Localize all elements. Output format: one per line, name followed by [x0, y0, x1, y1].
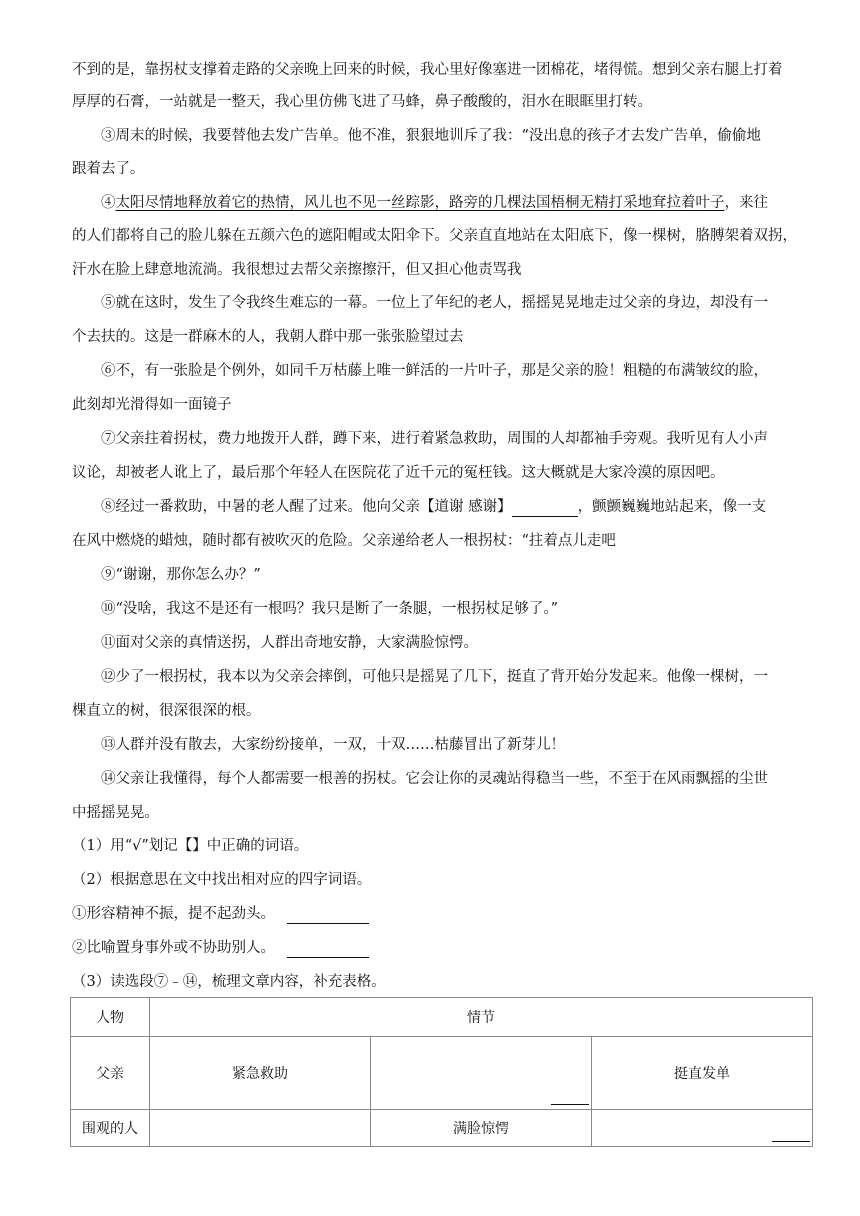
question-1: （1）用“√”划记【】中正确的词语。 [72, 838, 309, 854]
paragraph-text: 父亲拄着拐杖，费力地拨开人群，蹲下来，进行着紧急救助，周围的人却都袖手旁观。我听见有人小声 [115, 431, 768, 447]
underlined-sentence: 太阳尽情地释放着它的热情，风儿也不见一丝踪影，路旁的几棵法国梧桐无精打采地耷拉着叶子 [115, 195, 725, 211]
paragraph-number: ⑦ [101, 431, 116, 447]
paragraph-7-line-2: 议论，却被老人讹上了，最后那个年轻人在医院花了近千元的冤枉钱。这大概就是大家冷漠的原因吧。 [72, 465, 725, 481]
paragraph-number: ⑨ [101, 567, 116, 583]
paragraph-text: 父亲让我懂得，每个人都需要一根善的拐杖。它会让你的灵魂站得稳当一些，不至于在风雨飘摇的尘世 [115, 771, 768, 787]
paragraph-number: ⑬ [101, 737, 116, 753]
plot-summary-table [70, 997, 813, 1147]
table-header-row [71, 998, 813, 1037]
table-cell: 挺直发单 [592, 1037, 813, 1110]
paragraph-text: ，颤颤巍巍地站起来，像一支 [577, 499, 767, 515]
row-person: 围观的人 [71, 1110, 150, 1147]
paragraph-8-line-1 [101, 497, 766, 517]
paragraph-text: 经过一番救助，中暑的老人醒了过来。他向父亲【道谢 感谢】 [115, 499, 512, 515]
row-person: 父亲 [71, 1037, 150, 1110]
answer-blank[interactable] [287, 907, 369, 924]
question-text: ②比喻置身事外或不协助别人。 [72, 940, 275, 956]
paragraph-9 [101, 565, 261, 585]
paragraph-number: ③ [101, 128, 116, 144]
paragraph-14-line-2: 中摇摇晃晃。 [72, 805, 159, 821]
question-2: （2）根据意思在文中找出相对应的四字词语。 [72, 872, 372, 888]
paragraph-13 [101, 735, 565, 755]
paragraph-text: 周末的时候，我要替他去发广告单。他不准，狠狠地训斥了我：“没出息的孩子才去发广告单，偷偷地 [115, 128, 761, 144]
paragraph-number: ⑤ [101, 295, 116, 311]
paragraph-3-line-2: 跟着去了。 [72, 161, 145, 177]
paragraph-text: 人群并没有散去，大家纷纷接单，一双，十双……枯藤冒出了新芽儿！ [115, 737, 565, 753]
answer-blank [551, 1103, 589, 1105]
paragraph-2-line-1: 不到的是，靠拐杖支撑着走路的父亲晚上回来的时候，我心里好像塞进一团棉花，堵得慌。想到父亲右腿上打着 [72, 62, 783, 78]
paragraph-text: “没啥，我这不是还有一根吗？我只是断了一条腿，一根拐杖足够了。” [115, 601, 559, 617]
paragraph-text: 不，有一张脸是个例外，如同千万枯藤上唯一鲜活的一片叶子，那是父亲的脸！粗糙的布满皱纹的脸， [115, 363, 768, 379]
paragraph-3-line-1 [101, 126, 761, 146]
table-row [71, 1110, 813, 1147]
table-cell: 满脸惊愕 [371, 1110, 592, 1147]
header-plot: 情节 [150, 998, 813, 1037]
paragraph-number: ⑩ [101, 601, 116, 617]
paragraph-text: “谢谢，那你怎么办？” [115, 567, 261, 583]
answer-cell[interactable] [371, 1037, 592, 1110]
paragraph-4-line-3: 汗水在脸上肆意地流淌。我很想过去帮父亲擦擦汗，但又担心他责骂我 [72, 262, 522, 278]
paragraph-number: ⑧ [101, 499, 116, 515]
paragraph-5-line-2: 个去扶的。这是一群麻木的人，我朝人群中那一张张脸望过去 [72, 329, 464, 345]
paragraph-8-line-2: 在风中燃烧的蜡烛，随时都有被吹灭的危险。父亲递给老人一根拐杖：“拄着点儿走吧 [72, 533, 616, 549]
paragraph-number: ⑥ [101, 363, 116, 379]
paragraph-12-line-2: 棵直立的树，很深很深的根。 [72, 703, 261, 719]
question-2-item-b [72, 938, 369, 958]
paragraph-2-line-2: 厚厚的石膏，一站就是一整天，我心里仿佛飞进了马蜂，鼻子酸酸的，泪水在眼眶里打转。 [72, 94, 652, 110]
paragraph-text: 就在这时，发生了令我终生难忘的一幕。一位上了年纪的老人，摇摇晃晃地走过父亲的身边，却没有一 [115, 295, 768, 311]
paragraph-number: ④ [101, 195, 116, 211]
question-3: （3）读选段⑦﹣⑭，梳理文章内容，补充表格。 [72, 974, 386, 990]
paragraph-11 [101, 633, 478, 653]
paragraph-text: 少了一根拐杖，我本以为父亲会摔倒，可他只是摇晃了几下，挺直了背开始分发起来。他像一棵树，一 [115, 669, 768, 685]
paragraph-10 [101, 599, 558, 619]
paragraph-number: ⑪ [101, 635, 116, 651]
paragraph-14-line-1 [101, 769, 768, 789]
paragraph-7-line-1 [101, 429, 768, 449]
table-cell: 紧急救助 [150, 1037, 371, 1110]
paragraph-6-line-1 [101, 361, 768, 381]
paragraph-4-line-1 [101, 193, 768, 213]
paragraph-text: 面对父亲的真情送拐，人群出奇地安静，大家满脸惊愕。 [115, 635, 478, 651]
paragraph-12-line-1 [101, 667, 768, 687]
paragraph-5-line-1 [101, 293, 768, 313]
paragraph-6-line-2: 此刻却光滑得如一面镜子 [72, 397, 232, 413]
paragraph-number: ⑫ [101, 669, 116, 685]
answer-cell[interactable] [150, 1110, 371, 1147]
question-text: ①形容精神不振，提不起劲头。 [72, 906, 275, 922]
answer-cell[interactable] [592, 1110, 813, 1147]
paragraph-number: ⑭ [101, 771, 116, 787]
answer-blank [772, 1140, 810, 1142]
header-person: 人物 [71, 998, 150, 1037]
table-row [71, 1037, 813, 1110]
paragraph-text: ，来往 [724, 195, 768, 211]
paragraph-4-line-2: 的人们都将自己的脸儿躲在五颜六色的遮阳帽或太阳伞下。父亲直直地站在太阳底下，像一棵树，胳膊架着双拐， [72, 228, 797, 244]
answer-blank[interactable] [287, 941, 369, 958]
answer-blank[interactable] [512, 500, 578, 517]
question-2-item-a [72, 904, 369, 924]
